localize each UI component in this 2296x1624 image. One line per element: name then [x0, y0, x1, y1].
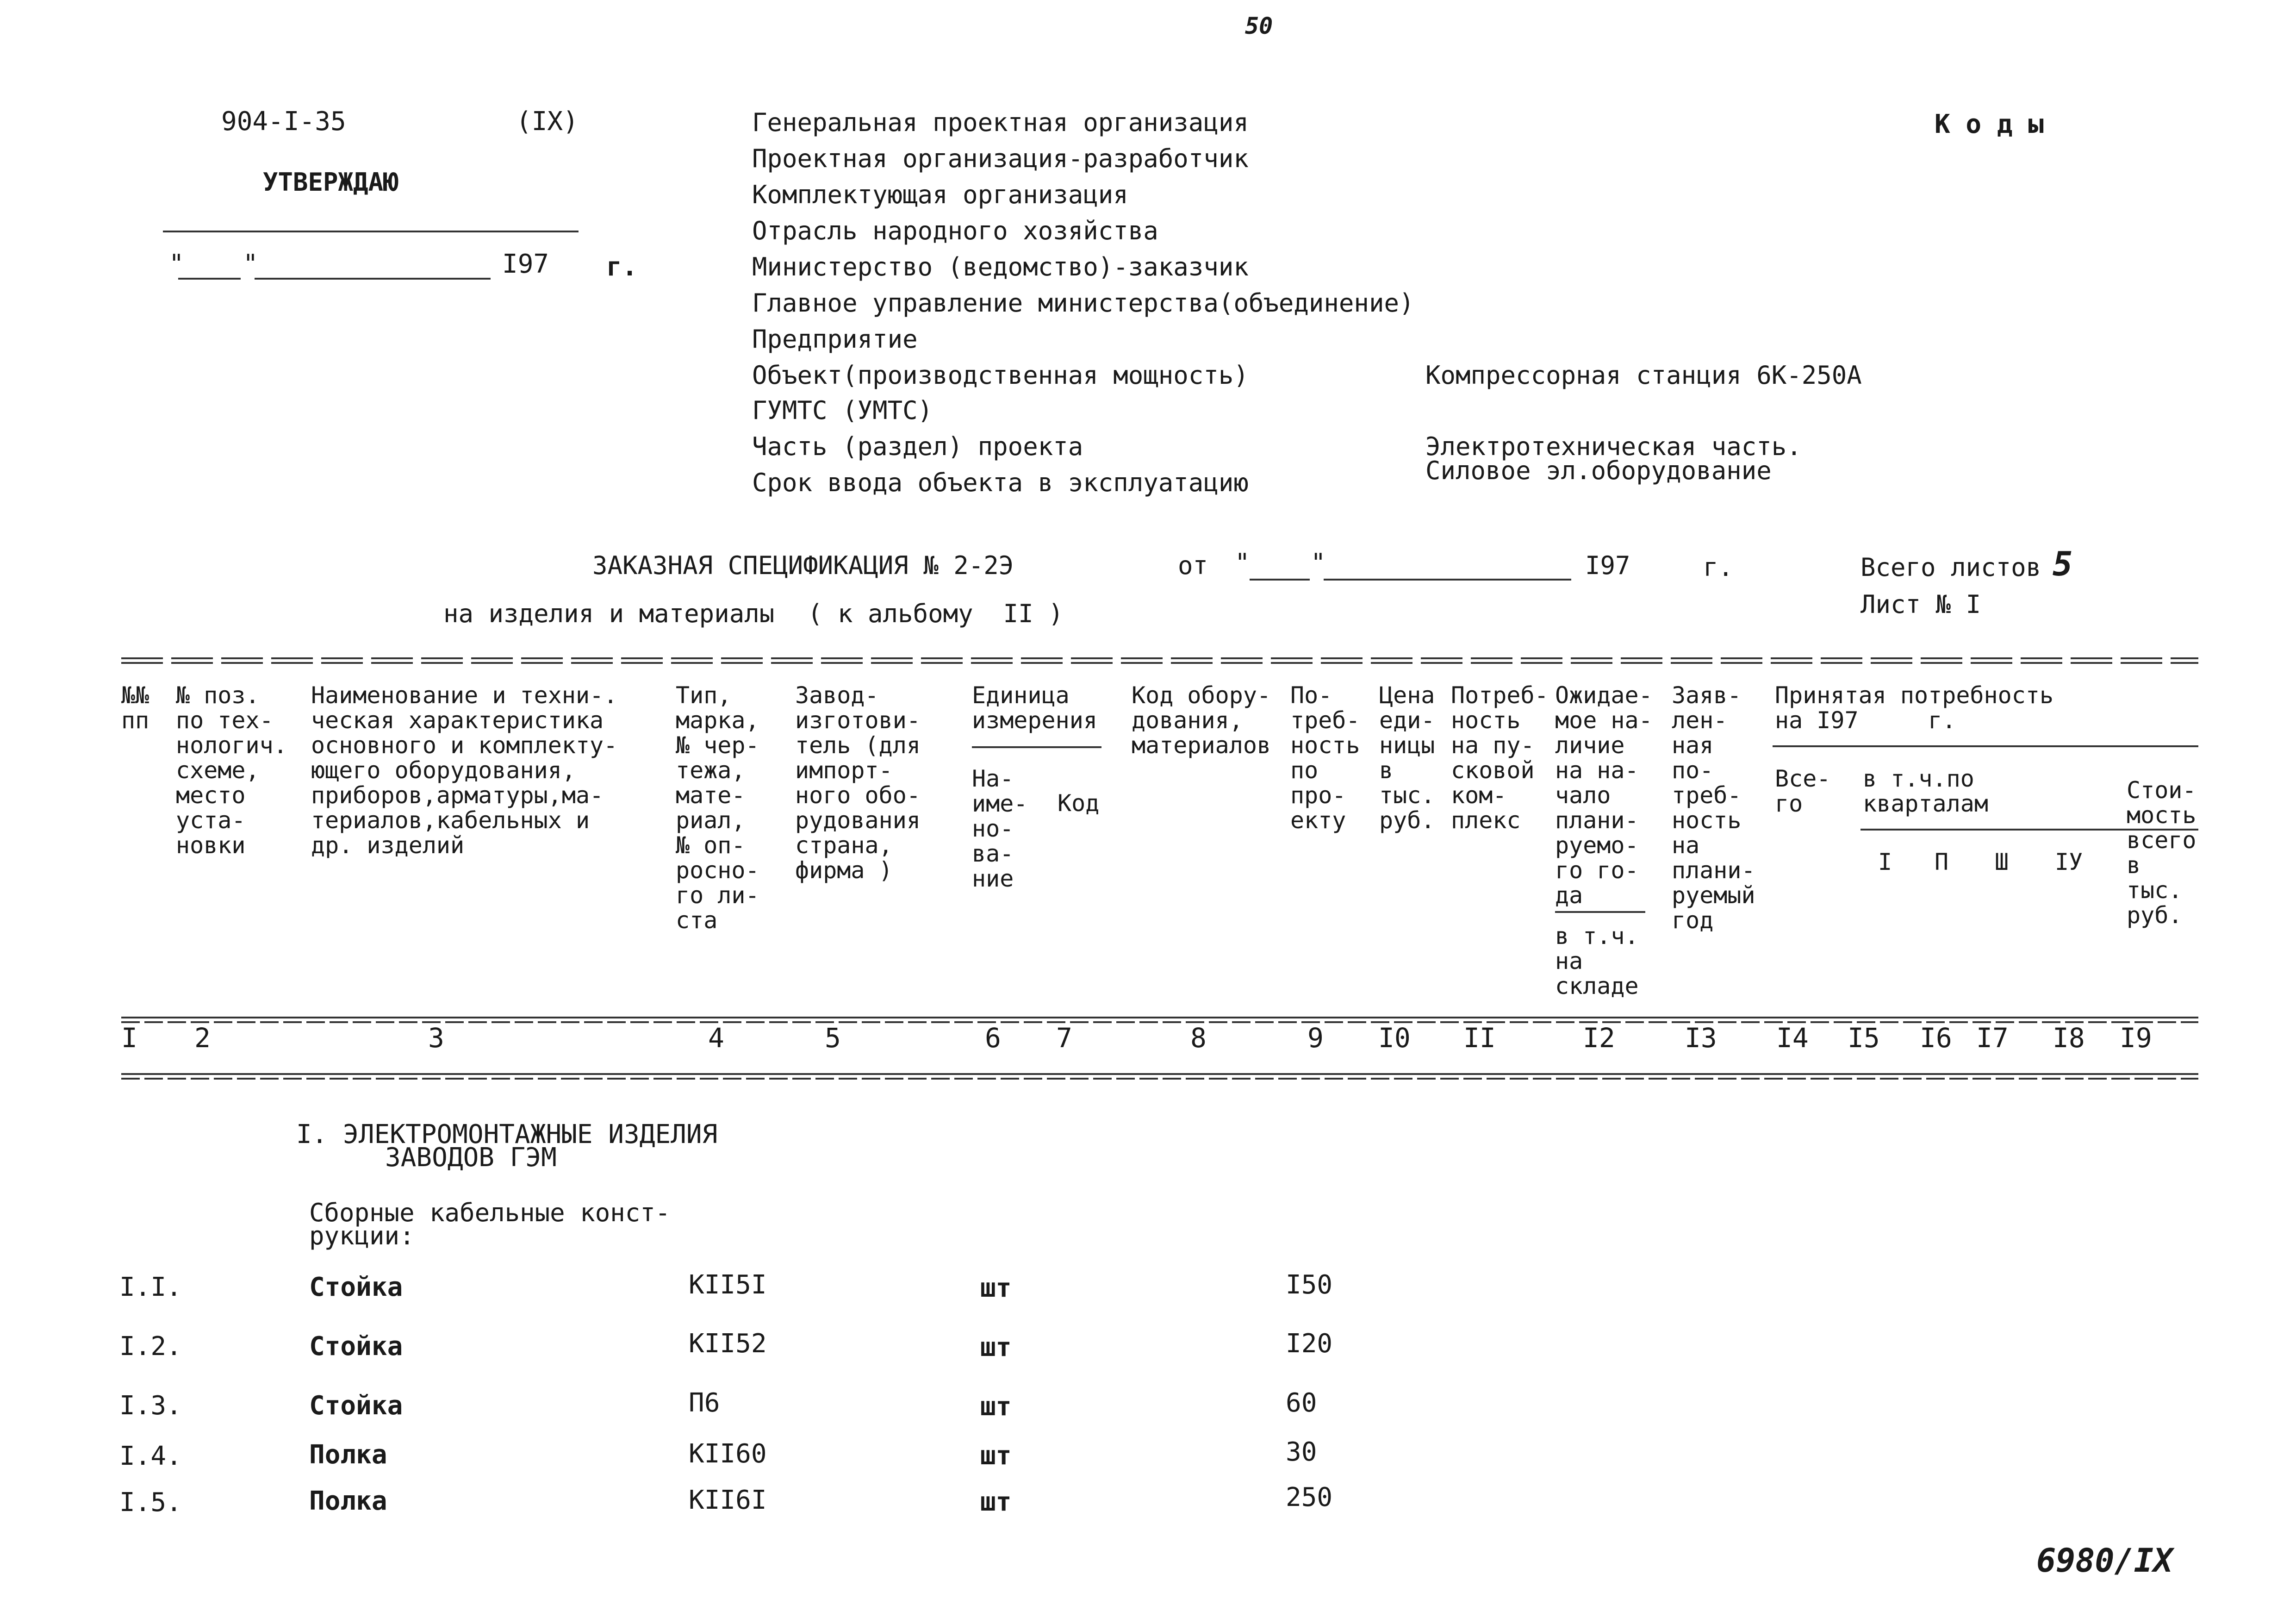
row-name: Полка — [309, 1440, 387, 1470]
spec-year-suffix: г. — [1703, 553, 1734, 582]
header-col-12-stock: в т.ч. на складе — [1555, 923, 1639, 999]
row-number: I.5. — [119, 1487, 182, 1518]
spec-title: ЗАКАЗНАЯ СПЕЦИФИКАЦИЯ № 2-2Э — [592, 551, 1014, 580]
row-unit: шт — [980, 1392, 1012, 1422]
doc-volume: (IX) — [516, 106, 579, 137]
row-number: I.3. — [119, 1391, 182, 1421]
header-col-8: Код обору- дования, материалов — [1132, 682, 1271, 759]
header-q2: П — [1935, 849, 1949, 875]
row-type: КII5I — [689, 1270, 767, 1300]
header-col-1: №№ пп — [121, 682, 149, 734]
header-quarters: в т.ч.по кварталам — [1863, 765, 1988, 817]
column-number: 4 — [708, 1022, 724, 1054]
doc-code: 904-I-35 — [221, 106, 346, 137]
page-number: 50 — [1245, 12, 1273, 39]
row-qty: 30 — [1286, 1437, 1317, 1467]
header-col-3: Наименование и техни-. ческая характеристика основного и комплекту- ющего оборудования, приборов,арматуры,ма- териалов,кабельных и др. изделий — [311, 682, 618, 859]
column-number: 6 — [985, 1022, 1001, 1054]
column-number: 3 — [428, 1022, 444, 1054]
archive-stamp: 6980/IX — [2036, 1542, 2173, 1580]
header-col-19: Стои- мость всего в тыс. руб. — [2127, 777, 2196, 929]
row-number: I.4. — [119, 1441, 182, 1471]
org-label: Срок ввода объекта в эксплуатацию — [752, 468, 1249, 497]
total-sheets-value: 5 — [2053, 544, 2073, 583]
org-label: Министерство (ведомство)-заказчик — [752, 252, 1249, 281]
section-sub-1: Сборные кабельные конст- — [309, 1198, 671, 1227]
header-q4: IУ — [2055, 849, 2083, 875]
spec-album: ( к альбому II ) — [808, 599, 1064, 628]
header-col-4: Тип, марка, № чер- тежа, мате- риал, № оп- росно- го ли- ста — [676, 682, 759, 934]
column-number: 5 — [825, 1022, 841, 1054]
column-number: II — [1463, 1022, 1496, 1054]
column-number: I6 — [1920, 1022, 1952, 1054]
header-col-14: Все- го — [1775, 765, 1831, 817]
part-value-2: Силовое эл.оборудование — [1425, 456, 1772, 485]
section-title-2: ЗАВОДОВ ГЭМ — [385, 1143, 557, 1173]
row-unit: шт — [980, 1441, 1012, 1471]
row-type: П6 — [689, 1388, 720, 1418]
header-q1: I — [1878, 849, 1892, 875]
row-qty: 60 — [1286, 1388, 1317, 1418]
org-label: Объект(производственная мощность) — [752, 361, 1249, 390]
row-qty: I50 — [1286, 1270, 1333, 1300]
column-number: I2 — [1583, 1022, 1615, 1054]
header-col-13: Заяв- лен- ная по- треб- ность на плани- руемый год — [1672, 682, 1755, 934]
org-label: Проектная организация-разработчик — [752, 144, 1249, 173]
approve-title: УТВЕРЖДАЮ — [263, 168, 398, 197]
part-value-1: Электротехническая часть. — [1425, 432, 1802, 461]
org-label: Часть (раздел) проекта — [752, 432, 1083, 461]
header-col-12: Ожидае- мое на- личие на на- чало плани- руемо- го го- да — [1555, 682, 1653, 909]
spec-quote-open: " — [1235, 548, 1250, 577]
spec-year: I97 — [1585, 551, 1630, 580]
spec-subtitle: на изделия и материалы — [443, 599, 775, 628]
column-number: I7 — [1976, 1022, 2009, 1054]
row-name: Стойка — [309, 1391, 403, 1421]
column-number: I3 — [1685, 1022, 1717, 1054]
org-label: Комплектующая организация — [752, 180, 1128, 209]
column-number: 8 — [1190, 1022, 1207, 1054]
org-label: Генеральная проектная организация — [752, 108, 1249, 137]
column-number: I — [121, 1022, 137, 1054]
column-number: I8 — [2053, 1022, 2085, 1054]
row-name: Стойка — [309, 1331, 403, 1362]
approve-year-suffix: г. — [606, 252, 638, 282]
header-col-2: № поз. по тех- нологич. схеме, место уста- новки — [176, 682, 287, 859]
header-col-7: Код — [1058, 790, 1100, 817]
approve-year: I97 — [502, 249, 549, 279]
header-accepted: Принятая потребность на I97 г. — [1775, 682, 2054, 734]
header-col-unit: Единица измерения — [972, 682, 1097, 734]
column-number: I4 — [1776, 1022, 1809, 1054]
row-name: Полка — [309, 1486, 387, 1516]
section-title-1: I. ЭЛЕКТРОМОНТАЖНЫЕ ИЗДЕЛИЯ — [296, 1119, 718, 1149]
column-number: I0 — [1378, 1022, 1411, 1054]
column-number: I9 — [2120, 1022, 2152, 1054]
row-qty: 250 — [1286, 1482, 1333, 1512]
total-sheets-label: Всего листов — [1860, 553, 2041, 582]
row-unit: шт — [980, 1487, 1012, 1517]
row-type: КII6I — [689, 1485, 767, 1515]
sheet-label: Лист № I — [1860, 590, 1981, 619]
header-col-5: Завод- изготови- тель (для импорт- ного обо- рудования страна, фирма ) — [795, 682, 921, 884]
header-col-11: Потреб- ность на пу- сковой ком- плекс — [1451, 682, 1549, 834]
column-number: 7 — [1056, 1022, 1072, 1054]
codes-title: К о д ы — [1935, 109, 2044, 139]
approve-quote-close: " — [243, 249, 258, 278]
org-label: Отрасль народного хозяйства — [752, 216, 1158, 245]
spec-quote-close: " — [1311, 548, 1326, 577]
row-number: I.2. — [119, 1331, 182, 1362]
row-type: КII52 — [689, 1329, 767, 1359]
row-unit: шт — [980, 1273, 1012, 1303]
spec-from: от — [1178, 551, 1208, 580]
row-type: КII60 — [689, 1439, 767, 1469]
header-col-9: По- треб- ность по про- екту — [1290, 682, 1360, 834]
org-label: ГУМТС (УМТС) — [752, 396, 933, 425]
column-number: 9 — [1307, 1022, 1324, 1054]
section-sub-2: рукции: — [309, 1221, 415, 1250]
approve-quote-open: " — [169, 249, 184, 278]
row-name: Стойка — [309, 1272, 403, 1302]
row-qty: I20 — [1286, 1329, 1333, 1359]
header-q3: Ш — [1995, 849, 2009, 875]
org-label: Предприятие — [752, 325, 918, 354]
column-number: I5 — [1848, 1022, 1880, 1054]
header-col-10: Цена еди- ницы в тыс. руб. — [1379, 682, 1435, 834]
header-col-6: На- име- но- ва- ние — [972, 765, 1028, 892]
org-label: Главное управление министерства(объединение) — [752, 288, 1414, 318]
object-value: Компрессорная станция 6К-250А — [1425, 361, 1862, 390]
column-number: 2 — [194, 1022, 211, 1054]
row-unit: шт — [980, 1332, 1012, 1362]
row-number: I.I. — [119, 1272, 182, 1302]
